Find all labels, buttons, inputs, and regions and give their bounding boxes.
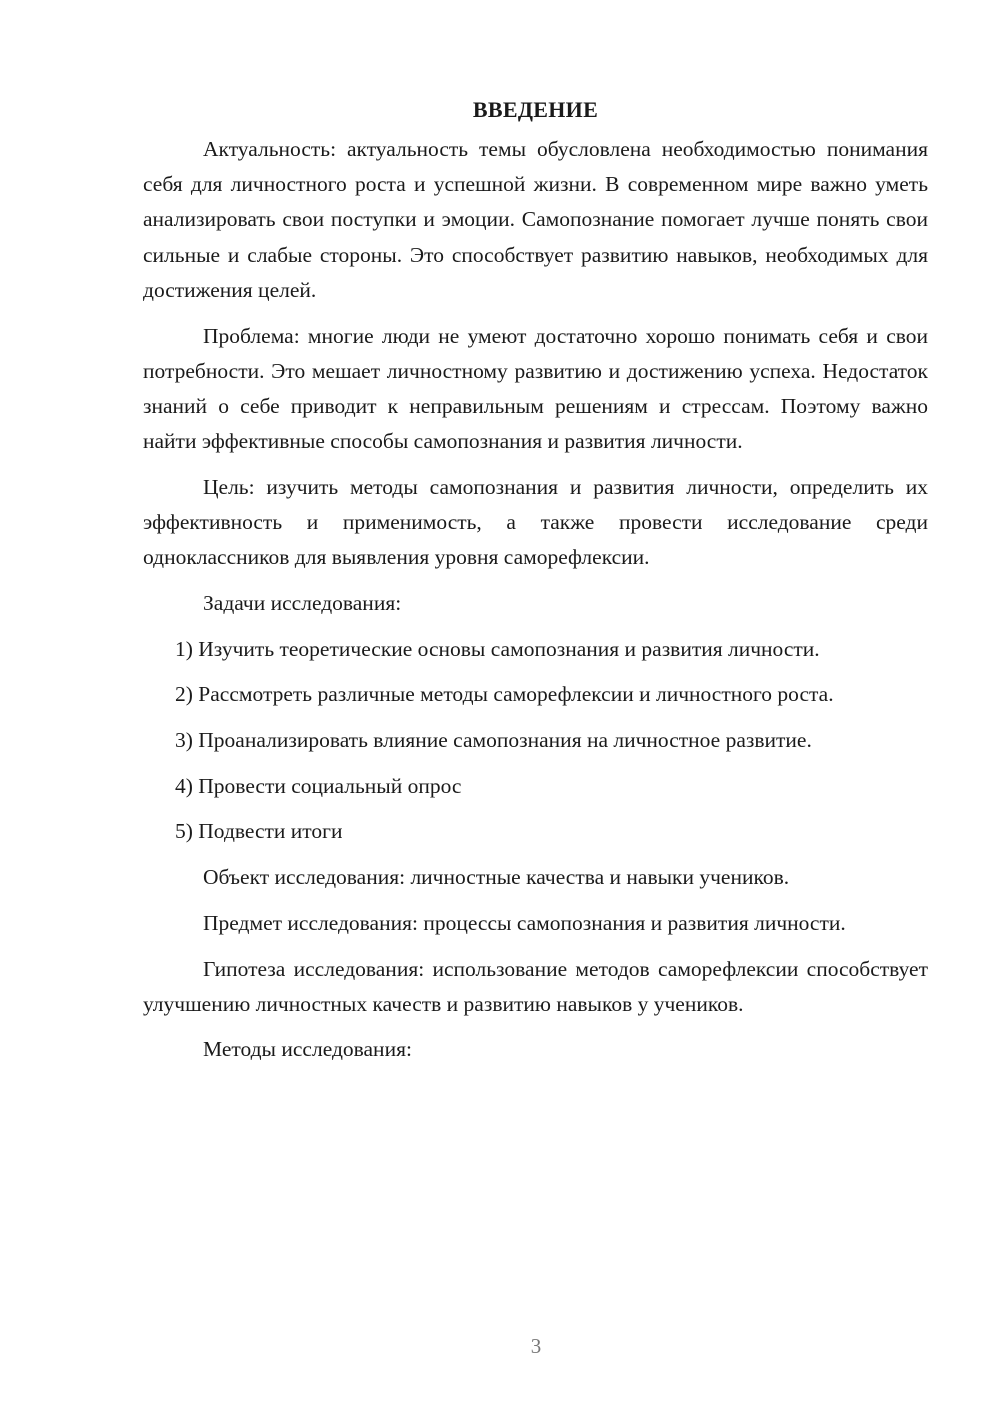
- tasks-list: [143, 632, 928, 850]
- methods-heading: Методы исследования:: [203, 1037, 412, 1062]
- list-item: 2) Рассмотреть различные методы саморефлексии и личностного роста.: [175, 682, 834, 707]
- paragraph-subject: Предмет исследования: процессы самопознания и развития личности.: [203, 910, 846, 935]
- tasks-heading: Задачи исследования:: [203, 590, 402, 615]
- list-item: 3) Проанализировать влияние самопознания на личностное развитие.: [175, 728, 812, 753]
- page-number: 3: [530, 1334, 542, 1358]
- document-page: [143, 92, 928, 1078]
- paragraph-object: Объект исследования: личностные качества и навыки учеников.: [203, 865, 790, 890]
- paragraph-hypothesis: Гипотеза исследования: использование методов саморефлексии способствует улучшению личностных качеств и развитию навыков у учеников.: [143, 956, 928, 1016]
- paragraph-relevance: Актуальность: актуальность темы обусловлена необходимостью понимания себя для личностного роста и успешной жизни. В современном мире важно уметь анализировать свои поступки и эмоции. Самопознание помогает лучше понять свои сильные и слабые стороны. Это способствует развитию навыков, необходимых для достижения целей.: [143, 137, 928, 302]
- list-item: 5) Подвести итоги: [175, 819, 343, 844]
- paragraph-problem: Проблема: многие люди не умеют достаточно хорошо понимать себя и свои потребности. Это мешает личностному развитию и достижению успеха. Недостаток знаний о себе приводит к неправильным решениям и стрессам. Поэтому важно найти эффективные способы самопознания и развития личности.: [143, 323, 928, 454]
- list-item: 1) Изучить теоретические основы самопознания и развития личности.: [175, 636, 820, 661]
- section-title: ВВЕДЕНИЕ: [472, 97, 599, 122]
- paragraph-goal: Цель: изучить методы самопознания и развития личности, определить их эффективность и применимость, а также провести исследование среди одноклассников для выявления уровня саморефлексии.: [143, 474, 928, 570]
- list-item: 4) Провести социальный опрос: [175, 773, 462, 798]
